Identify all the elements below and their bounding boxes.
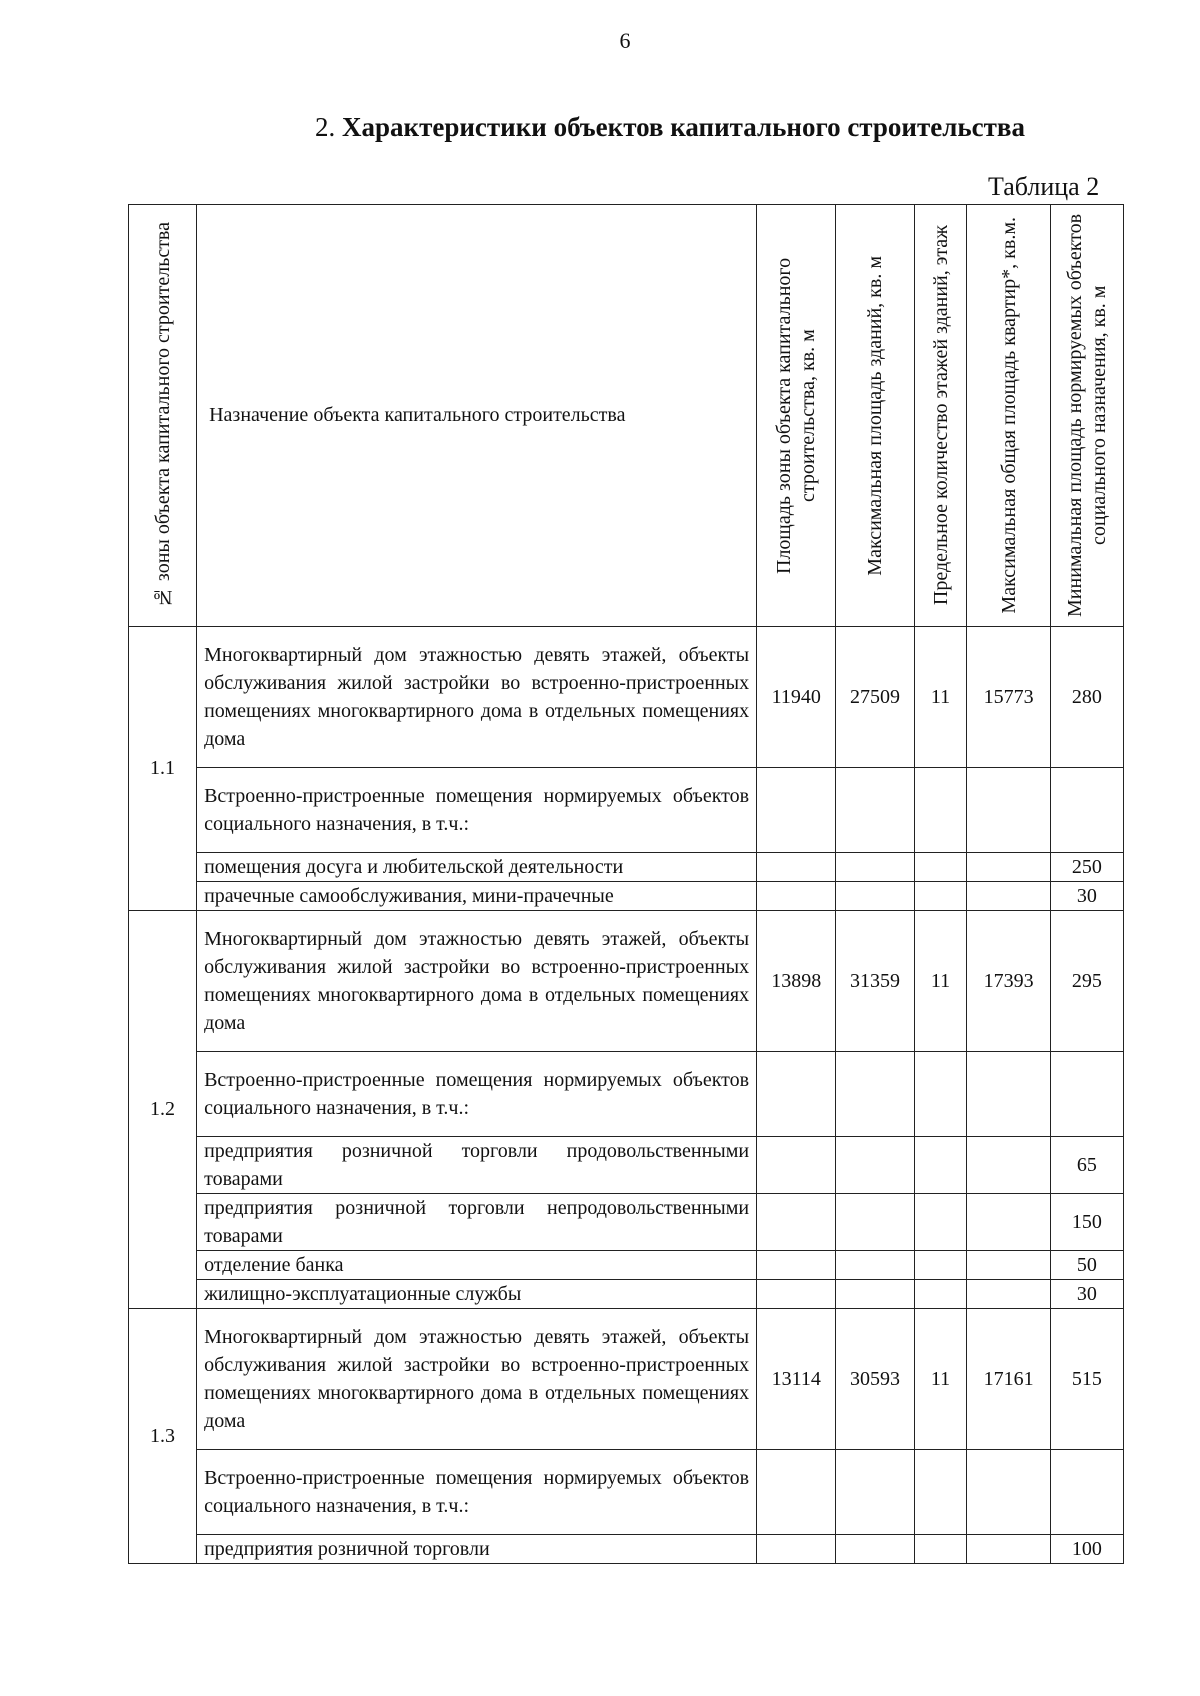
zone-area-cell [757,1052,836,1137]
section-number: 2. [315,112,336,142]
max-apartment-area-cell [967,1280,1050,1309]
floors-cell: 11 [914,911,967,1052]
min-social-area-cell: 280 [1050,627,1123,768]
zone-area-cell [757,1450,836,1535]
header-max-building-area: Максимальная площадь зданий, кв. м [836,205,914,627]
table-row [129,911,1124,1052]
table-row [129,1137,1124,1194]
max-apartment-area-cell [967,1251,1050,1280]
zone-area-cell [757,1137,836,1194]
min-social-area-cell: 65 [1050,1137,1123,1194]
floors-cell [914,1280,967,1309]
purpose-cell: предприятия розничной торговли [197,1535,757,1564]
table-row [129,1251,1124,1280]
max-apartment-area-cell: 15773 [967,627,1050,768]
max-apartment-area-cell [967,1137,1050,1194]
zone-area-cell [757,882,836,911]
purpose-cell: Встроенно-пристроенные помещения нормируемых объектов социального назначения, в т.ч.: [197,1052,757,1137]
purpose-cell: предприятия розничной торговли непродовольственными товарами [197,1194,757,1251]
zone-area-cell [757,768,836,853]
floors-cell [914,1194,967,1251]
header-zone: № зоны объекта капитального строительства [129,205,197,627]
min-social-area-cell: 50 [1050,1251,1123,1280]
table-row [129,853,1124,882]
min-social-area-cell: 295 [1050,911,1123,1052]
floors-cell: 11 [914,1309,967,1450]
table-row [129,768,1124,853]
max-building-area-cell [836,1535,914,1564]
min-social-area-cell [1050,1450,1123,1535]
floors-cell [914,1450,967,1535]
floors-cell [914,1052,967,1137]
section-title-text: Характеристики объектов капитального строительства [342,112,1025,142]
header-max-apartment-area: Максимальная общая площадь квартир*, кв.м. [967,205,1050,627]
zone-area-cell [757,853,836,882]
max-building-area-cell [836,1194,914,1251]
min-social-area-cell [1050,1052,1123,1137]
max-apartment-area-cell [967,768,1050,853]
zone-number: 1.1 [129,627,197,911]
floors-cell: 11 [914,627,967,768]
table-row [129,627,1124,768]
table-row [129,1194,1124,1251]
max-apartment-area-cell [967,882,1050,911]
table-caption: Таблица 2 [988,172,1100,201]
max-building-area-cell [836,768,914,853]
table-row [129,1535,1124,1564]
table-row [129,1052,1124,1137]
max-apartment-area-cell [967,1450,1050,1535]
floors-cell [914,1535,967,1564]
table-row [129,1309,1124,1450]
min-social-area-cell [1050,768,1123,853]
page-number: 6 [619,28,631,53]
purpose-cell: Многоквартирный дом этажностью девять этажей, объекты обслуживания жилой застройки во встроенно-пристроенных помещениях многоквартирного дома в отдельных помещениях дома [197,627,757,768]
zone-area-cell [757,1280,836,1309]
max-building-area-cell: 31359 [836,911,914,1052]
floors-cell [914,853,967,882]
max-building-area-cell: 27509 [836,627,914,768]
zone-area-cell [757,1251,836,1280]
zone-area-cell: 13898 [757,911,836,1052]
max-apartment-area-cell [967,1535,1050,1564]
max-apartment-area-cell: 17161 [967,1309,1050,1450]
table-header-row [129,205,1124,627]
purpose-cell: Встроенно-пристроенные помещения нормируемых объектов социального назначения, в т.ч.: [197,768,757,853]
purpose-cell: жилищно-эксплуатационные службы [197,1280,757,1309]
header-zone-area: Площадь зоны объекта капитального строительства, кв. м [757,205,836,627]
max-building-area-cell: 30593 [836,1309,914,1450]
purpose-cell: Многоквартирный дом этажностью девять этажей, объекты обслуживания жилой застройки во встроенно-пристроенных помещениях многоквартирного дома в отдельных помещениях дома [197,911,757,1052]
floors-cell [914,1137,967,1194]
max-apartment-area-cell: 17393 [967,911,1050,1052]
section-title [0,112,1200,143]
max-building-area-cell [836,882,914,911]
header-purpose: Назначение объекта капитального строительства [197,205,757,627]
purpose-cell: отделение банка [197,1251,757,1280]
min-social-area-cell: 100 [1050,1535,1123,1564]
min-social-area-cell: 250 [1050,853,1123,882]
header-min-social-area: Минимальная площадь нормируемых объектов социального назначения, кв. м [1050,205,1123,627]
table-row [129,882,1124,911]
purpose-cell: помещения досуга и любительской деятельности [197,853,757,882]
zone-number: 1.2 [129,911,197,1309]
max-apartment-area-cell [967,853,1050,882]
floors-cell [914,768,967,853]
zone-area-cell: 11940 [757,627,836,768]
max-building-area-cell [836,1137,914,1194]
max-building-area-cell [836,1450,914,1535]
table-row [129,1450,1124,1535]
zone-area-cell [757,1194,836,1251]
table-row [129,1280,1124,1309]
purpose-cell: прачечные самообслуживания, мини-прачечные [197,882,757,911]
zone-area-cell [757,1535,836,1564]
zone-number: 1.3 [129,1309,197,1564]
min-social-area-cell: 30 [1050,1280,1123,1309]
characteristics-table [128,204,1124,1564]
max-apartment-area-cell [967,1194,1050,1251]
min-social-area-cell: 30 [1050,882,1123,911]
max-building-area-cell [836,1251,914,1280]
max-building-area-cell [836,1280,914,1309]
max-building-area-cell [836,1052,914,1137]
min-social-area-cell: 150 [1050,1194,1123,1251]
header-floors: Предельное количество этажей зданий, этаж [914,205,967,627]
max-building-area-cell [836,853,914,882]
purpose-cell: предприятия розничной торговли продовольственными товарами [197,1137,757,1194]
max-apartment-area-cell [967,1052,1050,1137]
min-social-area-cell: 515 [1050,1309,1123,1450]
floors-cell [914,882,967,911]
purpose-cell: Многоквартирный дом этажностью девять этажей, объекты обслуживания жилой застройки во встроенно-пристроенных помещениях многоквартирного дома в отдельных помещениях дома [197,1309,757,1450]
zone-area-cell: 13114 [757,1309,836,1450]
purpose-cell: Встроенно-пристроенные помещения нормируемых объектов социального назначения, в т.ч.: [197,1450,757,1535]
floors-cell [914,1251,967,1280]
